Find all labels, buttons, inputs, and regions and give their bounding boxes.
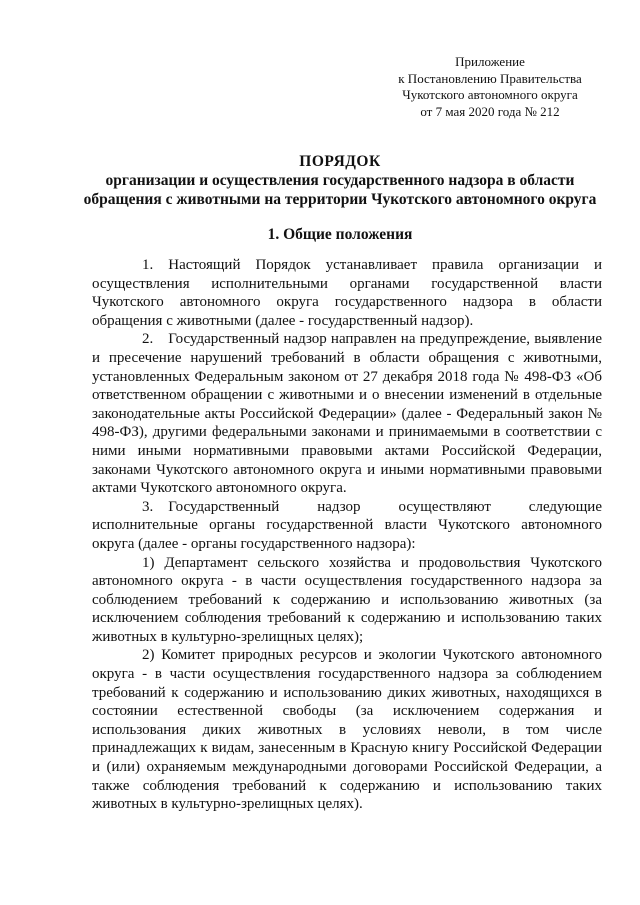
appendix-resolution-ref: к Постановлению Правительства	[398, 70, 582, 86]
appendix-label: Приложение	[455, 54, 525, 69]
paragraph-1: 1. Настоящий Порядок устанавливает правила организации и осуществления исполнительными органами государственной власти Чукотского автономного округа государственного надзора в области обращения с животными (далее - государственный надзор).	[92, 257, 602, 329]
body-text	[92, 256, 602, 814]
paragraph-2: 2. Государственный надзор направлен на предупреждение, выявление и пресечение нарушений требований в области обращения с животными, установленных Федеральным законом от 27 декабря 2018 года № 498-ФЗ «Об ответственном обращении с животными и о внесении изменений в отдельные законодательные акты Российской Федерации» (далее - Федеральный закон № 498-ФЗ), другими федеральными законами и принимаемыми в соответствии с ними иными нормативными правовыми актами Российской Федерации, законами Чукотского автономного округа и иными нормативными правовыми актами Чукотского автономного округа.	[92, 331, 602, 497]
title-main: ПОРЯДОК	[299, 153, 381, 170]
section-heading: 1. Общие положения	[267, 226, 413, 243]
document-title	[60, 152, 620, 209]
appendix-date-number: от 7 мая 2020 года № 212	[420, 103, 560, 119]
appendix-region: Чукотского автономного округа	[402, 87, 578, 102]
paragraph-3: 3. Государственный надзор осуществляют следующие исполнительные органы государственной власти Чукотского автономного округа (далее - органы государственного надзора):	[92, 498, 602, 552]
title-subtitle-line1: организации и осуществления государственного надзора в области	[105, 172, 575, 189]
paragraph-3-item-2: 2) Комитет природных ресурсов и экологии Чукотского автономного округа - в части осуществления государственного надзора за соблюдением требований к содержанию и использованию диких животных, находящихся в состоянии естественной свободы (за исключением содержания и использования диких животных в условиях неволи, в том числе принадлежащих к видам, занесенным в Красную книгу Российской Федерации и (или) охраняемым международными договорами Российской Федерации, а также соблюдения требований к содержанию и использованию таких животных в культурно-зрелищных целях).	[92, 647, 602, 813]
paragraph-3-item-1: 1) Департамент сельского хозяйства и продовольствия Чукотского автономного округа - в части осуществления государственного надзора за соблюдением требований к содержанию и использованию животных (за исключением соблюдения требований к содержанию и использованию таких животных в культурно-зрелищных целях);	[92, 554, 602, 645]
appendix-block	[380, 54, 600, 120]
title-subtitle-line2: обращения с животными на территории Чукотского автономного округа	[83, 191, 597, 208]
